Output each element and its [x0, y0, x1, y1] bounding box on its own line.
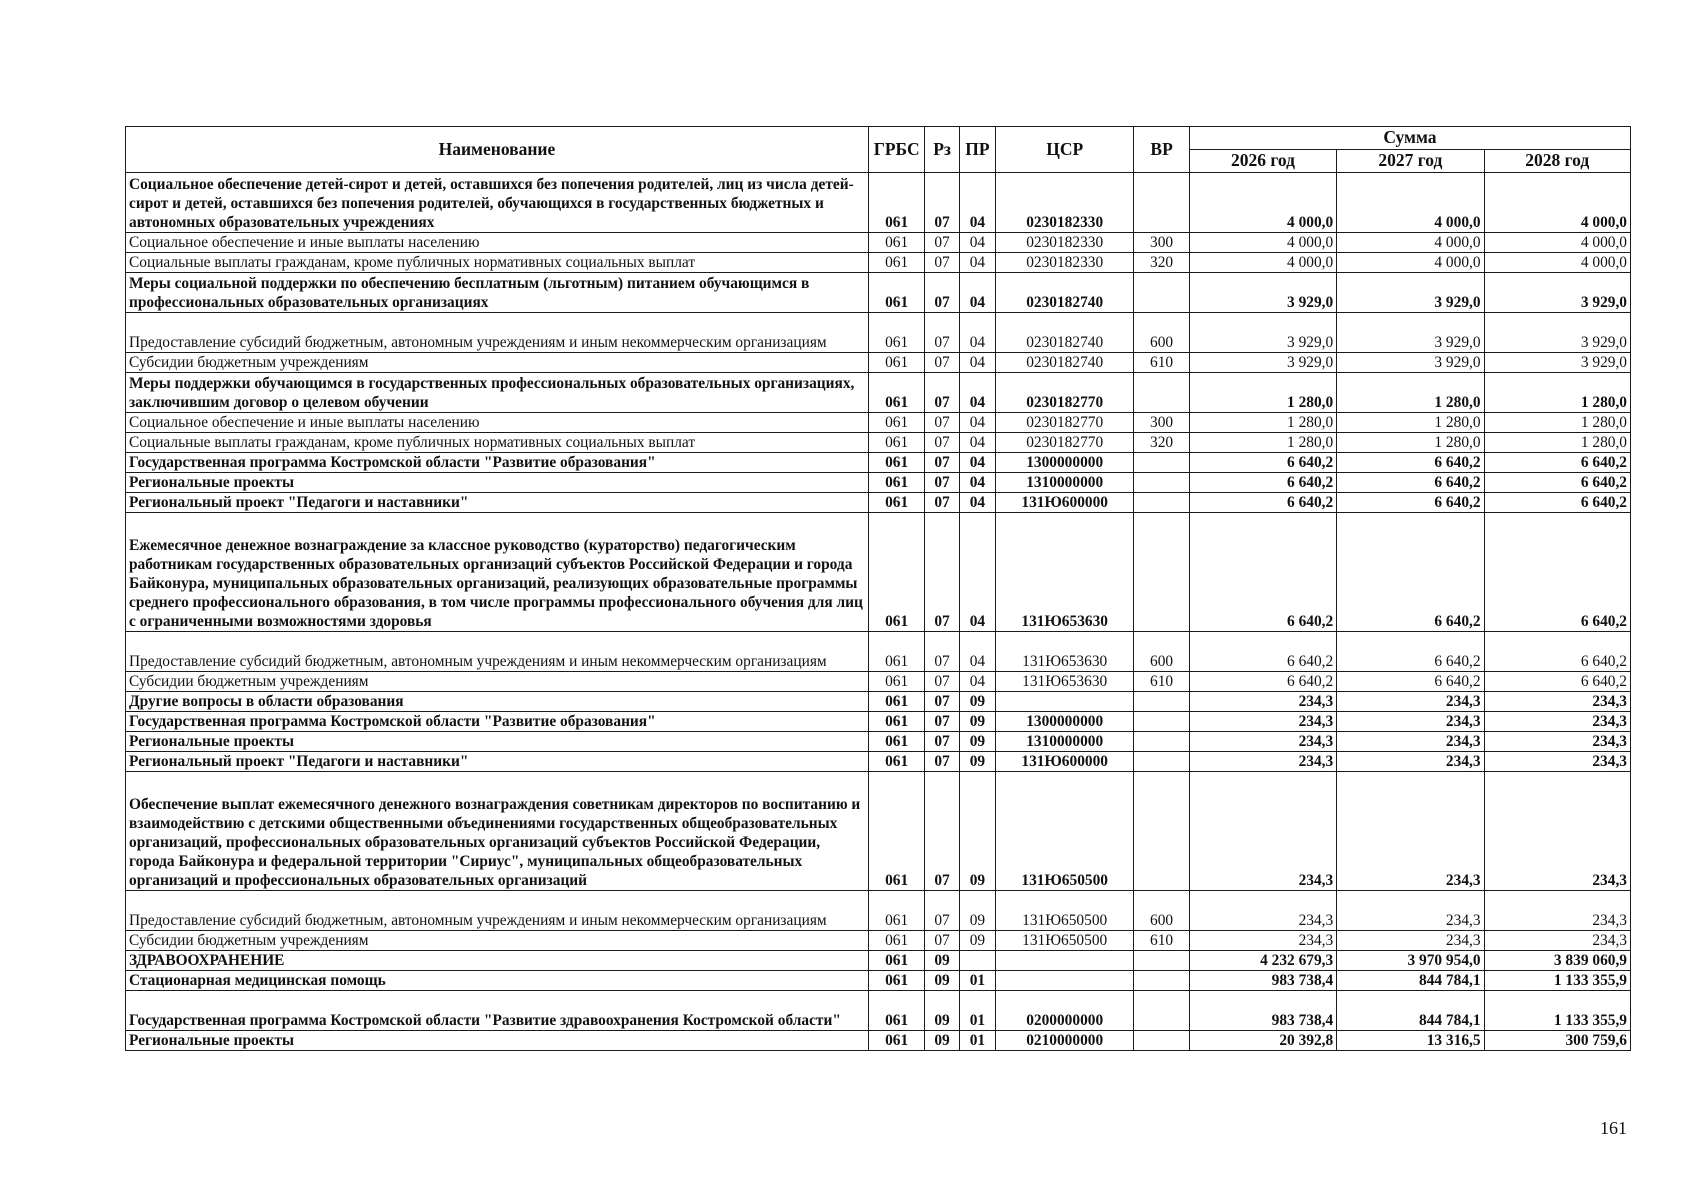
table-row: [126, 692, 1631, 712]
row-rz: 09: [925, 991, 959, 1031]
row-csr: 0230182770: [996, 413, 1134, 433]
table-row: [126, 732, 1631, 752]
row-pr: 09: [959, 712, 995, 732]
row-csr: 0230182740: [996, 273, 1134, 313]
row-csr: 0230182770: [996, 373, 1134, 413]
row-sum-2028: 234,3: [1484, 712, 1630, 732]
row-csr: 1300000000: [996, 453, 1134, 473]
row-name: Другие вопросы в области образования: [126, 692, 869, 712]
table-row: [126, 951, 1631, 971]
row-sum-2027: 3 970 954,0: [1337, 951, 1484, 971]
row-csr: 0230182770: [996, 433, 1134, 453]
row-pr: 01: [959, 1031, 995, 1051]
row-sum-2028: 4 000,0: [1484, 253, 1630, 273]
row-rz: 07: [925, 672, 959, 692]
table-row: [126, 453, 1631, 473]
header-vr: ВР: [1134, 127, 1190, 173]
table-row: [126, 513, 1631, 632]
row-name: Региональный проект "Педагоги и наставники": [126, 493, 869, 513]
row-sum-2028: 1 133 355,9: [1484, 971, 1630, 991]
row-sum-2027: 3 929,0: [1337, 353, 1484, 373]
row-sum-2028: 234,3: [1484, 732, 1630, 752]
row-vr: 300: [1134, 233, 1190, 253]
table-row: [126, 173, 1631, 233]
row-sum-2027: 4 000,0: [1337, 233, 1484, 253]
row-sum-2026: 4 000,0: [1189, 173, 1336, 233]
row-sum-2026: 234,3: [1189, 692, 1336, 712]
row-pr: 01: [959, 971, 995, 991]
table-row: [126, 1031, 1631, 1051]
row-pr: 04: [959, 493, 995, 513]
row-pr: 09: [959, 692, 995, 712]
row-rz: 07: [925, 273, 959, 313]
row-vr: [1134, 1031, 1190, 1051]
row-sum-2026: 234,3: [1189, 752, 1336, 772]
row-vr: 600: [1134, 632, 1190, 672]
row-grbs: 061: [868, 373, 925, 413]
row-pr: 04: [959, 473, 995, 493]
row-grbs: 061: [868, 413, 925, 433]
row-csr: [996, 692, 1134, 712]
row-name: Государственная программа Костромской области "Развитие здравоохранения Костромской области": [126, 991, 869, 1031]
row-sum-2027: 234,3: [1337, 752, 1484, 772]
header-sum: Сумма: [1189, 127, 1630, 150]
row-vr: 600: [1134, 891, 1190, 931]
row-sum-2028: 6 640,2: [1484, 453, 1630, 473]
row-csr: 0230182740: [996, 353, 1134, 373]
row-pr: 04: [959, 253, 995, 273]
row-sum-2027: 1 280,0: [1337, 413, 1484, 433]
row-grbs: 061: [868, 752, 925, 772]
row-vr: [1134, 373, 1190, 413]
row-rz: 07: [925, 413, 959, 433]
row-rz: 07: [925, 313, 959, 353]
row-rz: 09: [925, 951, 959, 971]
row-vr: [1134, 473, 1190, 493]
row-vr: 600: [1134, 313, 1190, 353]
row-sum-2027: 6 640,2: [1337, 453, 1484, 473]
row-grbs: 061: [868, 971, 925, 991]
row-vr: 610: [1134, 672, 1190, 692]
row-vr: [1134, 951, 1190, 971]
row-rz: 07: [925, 931, 959, 951]
table-row: [126, 313, 1631, 353]
table-row: [126, 632, 1631, 672]
row-csr: 0230182740: [996, 313, 1134, 353]
header-year-2026: 2026 год: [1189, 150, 1336, 173]
row-vr: [1134, 453, 1190, 473]
budget-table: [125, 126, 1631, 1051]
table-row: [126, 971, 1631, 991]
row-sum-2028: 6 640,2: [1484, 632, 1630, 672]
row-name: Региональные проекты: [126, 732, 869, 752]
row-grbs: 061: [868, 712, 925, 732]
table-row: [126, 991, 1631, 1031]
row-sum-2028: 234,3: [1484, 752, 1630, 772]
page-number: 161: [1600, 1118, 1627, 1138]
row-sum-2027: 1 280,0: [1337, 433, 1484, 453]
row-rz: 07: [925, 752, 959, 772]
row-vr: [1134, 752, 1190, 772]
row-vr: [1134, 273, 1190, 313]
row-grbs: 061: [868, 513, 925, 632]
row-rz: 07: [925, 353, 959, 373]
row-rz: 07: [925, 373, 959, 413]
row-grbs: 061: [868, 353, 925, 373]
table-row: [126, 772, 1631, 891]
row-grbs: 061: [868, 672, 925, 692]
row-pr: 01: [959, 991, 995, 1031]
row-name: Предоставление субсидий бюджетным, автономным учреждениям и иным некоммерческим организациям: [126, 632, 869, 672]
table-row: [126, 353, 1631, 373]
row-name: Социальные выплаты гражданам, кроме публичных нормативных социальных выплат: [126, 253, 869, 273]
row-pr: 09: [959, 891, 995, 931]
row-sum-2026: 1 280,0: [1189, 373, 1336, 413]
row-grbs: 061: [868, 233, 925, 253]
row-csr: 131Ю653630: [996, 672, 1134, 692]
row-grbs: 061: [868, 951, 925, 971]
row-sum-2028: 4 000,0: [1484, 173, 1630, 233]
row-pr: 04: [959, 413, 995, 433]
row-rz: 07: [925, 513, 959, 632]
row-rz: 07: [925, 253, 959, 273]
table-row: [126, 253, 1631, 273]
row-grbs: 061: [868, 772, 925, 891]
row-sum-2026: 6 640,2: [1189, 632, 1336, 672]
row-sum-2027: 844 784,1: [1337, 991, 1484, 1031]
row-name: Субсидии бюджетным учреждениям: [126, 931, 869, 951]
row-sum-2028: 6 640,2: [1484, 513, 1630, 632]
row-pr: 04: [959, 313, 995, 353]
row-pr: 04: [959, 672, 995, 692]
row-sum-2028: 3 839 060,9: [1484, 951, 1630, 971]
row-sum-2027: 234,3: [1337, 712, 1484, 732]
row-pr: 04: [959, 173, 995, 233]
row-sum-2028: 6 640,2: [1484, 493, 1630, 513]
row-grbs: 061: [868, 732, 925, 752]
row-rz: 07: [925, 233, 959, 253]
row-rz: 07: [925, 891, 959, 931]
row-sum-2026: 6 640,2: [1189, 672, 1336, 692]
row-rz: 07: [925, 632, 959, 672]
row-rz: 07: [925, 692, 959, 712]
row-sum-2027: 234,3: [1337, 692, 1484, 712]
row-sum-2026: 3 929,0: [1189, 353, 1336, 373]
row-csr: [996, 951, 1134, 971]
row-pr: 09: [959, 772, 995, 891]
row-sum-2026: 1 280,0: [1189, 433, 1336, 453]
row-name: Государственная программа Костромской области "Развитие образования": [126, 712, 869, 732]
row-rz: 07: [925, 173, 959, 233]
row-sum-2027: 4 000,0: [1337, 253, 1484, 273]
row-sum-2028: 3 929,0: [1484, 313, 1630, 353]
row-sum-2028: 1 280,0: [1484, 413, 1630, 433]
header-pr: ПР: [959, 127, 995, 173]
row-pr: 09: [959, 732, 995, 752]
table-row: [126, 473, 1631, 493]
row-sum-2028: 300 759,6: [1484, 1031, 1630, 1051]
row-name: Субсидии бюджетным учреждениям: [126, 672, 869, 692]
row-vr: [1134, 712, 1190, 732]
row-sum-2028: 4 000,0: [1484, 233, 1630, 253]
row-name: Субсидии бюджетным учреждениям: [126, 353, 869, 373]
row-csr: 0230182330: [996, 253, 1134, 273]
row-pr: 04: [959, 373, 995, 413]
table-row: [126, 712, 1631, 732]
row-csr: 0200000000: [996, 991, 1134, 1031]
row-sum-2028: 3 929,0: [1484, 353, 1630, 373]
row-sum-2028: 6 640,2: [1484, 672, 1630, 692]
header-year-2027: 2027 год: [1337, 150, 1484, 173]
row-vr: 300: [1134, 413, 1190, 433]
row-grbs: 061: [868, 891, 925, 931]
row-sum-2028: 234,3: [1484, 772, 1630, 891]
row-name: Социальное обеспечение детей-сирот и детей, оставшихся без попечения родителей, лиц из числа детей-сирот и детей, оставшихся без попечения родителей, обучающихся в государственных бюджетных и автономных образовательных учреждениях: [126, 173, 869, 233]
row-sum-2026: 6 640,2: [1189, 493, 1336, 513]
row-rz: 07: [925, 732, 959, 752]
row-vr: [1134, 692, 1190, 712]
header-grbs: ГРБС: [868, 127, 925, 173]
row-name: Региональные проекты: [126, 1031, 869, 1051]
row-sum-2027: 4 000,0: [1337, 173, 1484, 233]
row-vr: [1134, 732, 1190, 752]
row-vr: [1134, 173, 1190, 233]
row-name: Социальное обеспечение и иные выплаты населению: [126, 413, 869, 433]
row-pr: [959, 951, 995, 971]
table-row: [126, 891, 1631, 931]
row-name: Предоставление субсидий бюджетным, автономным учреждениям и иным некоммерческим организациям: [126, 313, 869, 353]
row-grbs: 061: [868, 173, 925, 233]
row-grbs: 061: [868, 931, 925, 951]
row-rz: 07: [925, 433, 959, 453]
table-row: [126, 752, 1631, 772]
row-sum-2026: 1 280,0: [1189, 413, 1336, 433]
row-grbs: 061: [868, 453, 925, 473]
row-sum-2026: 234,3: [1189, 931, 1336, 951]
row-sum-2026: 4 000,0: [1189, 233, 1336, 253]
table-row: [126, 433, 1631, 453]
row-sum-2027: 6 640,2: [1337, 513, 1484, 632]
row-rz: 07: [925, 712, 959, 732]
header-rz: Рз: [925, 127, 959, 173]
row-sum-2028: 234,3: [1484, 931, 1630, 951]
row-csr: 0230182330: [996, 173, 1134, 233]
row-csr: 131Ю653630: [996, 632, 1134, 672]
header-name: Наименование: [126, 127, 869, 173]
row-vr: [1134, 991, 1190, 1031]
row-sum-2028: 3 929,0: [1484, 273, 1630, 313]
row-pr: 04: [959, 353, 995, 373]
row-sum-2028: 234,3: [1484, 891, 1630, 931]
row-grbs: 061: [868, 991, 925, 1031]
row-sum-2026: 234,3: [1189, 712, 1336, 732]
row-vr: 320: [1134, 253, 1190, 273]
row-grbs: 061: [868, 692, 925, 712]
row-csr: 0230182330: [996, 233, 1134, 253]
row-sum-2027: 6 640,2: [1337, 672, 1484, 692]
row-sum-2027: 234,3: [1337, 891, 1484, 931]
row-csr: 131Ю600000: [996, 493, 1134, 513]
row-sum-2026: 983 738,4: [1189, 991, 1336, 1031]
row-vr: [1134, 772, 1190, 891]
row-name: Региональные проекты: [126, 473, 869, 493]
row-sum-2028: 234,3: [1484, 692, 1630, 712]
row-vr: [1134, 513, 1190, 632]
table-row: [126, 273, 1631, 313]
row-name: Меры социальной поддержки по обеспечению бесплатным (льготным) питанием обучающимся в профессиональных образовательных организациях: [126, 273, 869, 313]
row-vr: 610: [1134, 353, 1190, 373]
row-sum-2026: 983 738,4: [1189, 971, 1336, 991]
row-csr: 1310000000: [996, 732, 1134, 752]
row-sum-2027: 234,3: [1337, 732, 1484, 752]
row-sum-2027: 234,3: [1337, 931, 1484, 951]
row-grbs: 061: [868, 433, 925, 453]
row-sum-2026: 3 929,0: [1189, 273, 1336, 313]
row-pr: 04: [959, 433, 995, 453]
row-vr: 610: [1134, 931, 1190, 951]
row-name: Государственная программа Костромской области "Развитие образования": [126, 453, 869, 473]
row-pr: 04: [959, 632, 995, 672]
header-csr: ЦСР: [996, 127, 1134, 173]
row-csr: [996, 971, 1134, 991]
row-sum-2027: 6 640,2: [1337, 632, 1484, 672]
row-pr: 09: [959, 931, 995, 951]
row-name: Стационарная медицинская помощь: [126, 971, 869, 991]
row-rz: 09: [925, 1031, 959, 1051]
row-sum-2026: 234,3: [1189, 732, 1336, 752]
row-csr: 0210000000: [996, 1031, 1134, 1051]
row-sum-2026: 6 640,2: [1189, 473, 1336, 493]
row-name: Региональный проект "Педагоги и наставники": [126, 752, 869, 772]
row-name: Социальные выплаты гражданам, кроме публичных нормативных социальных выплат: [126, 433, 869, 453]
row-sum-2027: 3 929,0: [1337, 313, 1484, 353]
row-rz: 07: [925, 493, 959, 513]
row-sum-2028: 1 133 355,9: [1484, 991, 1630, 1031]
table-row: [126, 233, 1631, 253]
row-name: Ежемесячное денежное вознаграждение за классное руководство (кураторство) педагогическим работникам государственных образовательных организаций субъектов Российской Федерации и города Байконура, муниципальных образовательных организаций, реализующих образовательные программы среднего профессионального образования, в том числе программы профессионального обучения для лиц с ограниченными возможностями здоровья: [126, 513, 869, 632]
row-sum-2026: 3 929,0: [1189, 313, 1336, 353]
row-sum-2027: 1 280,0: [1337, 373, 1484, 413]
row-rz: 07: [925, 772, 959, 891]
table-row: [126, 672, 1631, 692]
row-name: Меры поддержки обучающимся в государственных профессиональных образовательных организациях, заключившим договор о целевом обучении: [126, 373, 869, 413]
table-row: [126, 373, 1631, 413]
row-sum-2028: 1 280,0: [1484, 433, 1630, 453]
header-year-2028: 2028 год: [1484, 150, 1630, 173]
row-sum-2026: 234,3: [1189, 891, 1336, 931]
row-sum-2026: 6 640,2: [1189, 453, 1336, 473]
row-pr: 04: [959, 513, 995, 632]
row-csr: 131Ю653630: [996, 513, 1134, 632]
table-row: [126, 493, 1631, 513]
row-sum-2026: 6 640,2: [1189, 513, 1336, 632]
table-row: [126, 413, 1631, 433]
row-rz: 07: [925, 453, 959, 473]
row-sum-2027: 3 929,0: [1337, 273, 1484, 313]
row-sum-2027: 234,3: [1337, 772, 1484, 891]
row-pr: 04: [959, 273, 995, 313]
row-grbs: 061: [868, 473, 925, 493]
row-csr: 131Ю650500: [996, 891, 1134, 931]
row-csr: 131Ю600000: [996, 752, 1134, 772]
row-grbs: 061: [868, 493, 925, 513]
row-grbs: 061: [868, 273, 925, 313]
row-pr: 04: [959, 233, 995, 253]
row-sum-2027: 6 640,2: [1337, 473, 1484, 493]
row-rz: 09: [925, 971, 959, 991]
table-row: [126, 931, 1631, 951]
row-sum-2026: 4 000,0: [1189, 253, 1336, 273]
row-grbs: 061: [868, 253, 925, 273]
row-csr: 131Ю650500: [996, 772, 1134, 891]
row-sum-2027: 844 784,1: [1337, 971, 1484, 991]
row-grbs: 061: [868, 1031, 925, 1051]
table-body: [126, 173, 1631, 1051]
row-vr: [1134, 971, 1190, 991]
row-sum-2026: 20 392,8: [1189, 1031, 1336, 1051]
row-name: Социальное обеспечение и иные выплаты населению: [126, 233, 869, 253]
row-rz: 07: [925, 473, 959, 493]
row-sum-2028: 1 280,0: [1484, 373, 1630, 413]
row-sum-2027: 6 640,2: [1337, 493, 1484, 513]
row-grbs: 061: [868, 632, 925, 672]
row-vr: [1134, 493, 1190, 513]
row-name: Предоставление субсидий бюджетным, автономным учреждениям и иным некоммерческим организациям: [126, 891, 869, 931]
row-pr: 09: [959, 752, 995, 772]
row-sum-2028: 6 640,2: [1484, 473, 1630, 493]
row-sum-2026: 234,3: [1189, 772, 1336, 891]
row-vr: 320: [1134, 433, 1190, 453]
row-pr: 04: [959, 453, 995, 473]
row-csr: 1310000000: [996, 473, 1134, 493]
table-header: [126, 127, 1631, 173]
row-sum-2027: 13 316,5: [1337, 1031, 1484, 1051]
row-grbs: 061: [868, 313, 925, 353]
row-name: Обеспечение выплат ежемесячного денежного вознаграждения советникам директоров по воспитанию и взаимодействию с детскими общественными объединениями государственных общеобразовательных организаций, профессиональных образовательных организаций субъектов Российской Федерации, города Байконура и федеральной территории "Сириус", муниципальных общеобразовательных организаций и профессиональных образовательных организаций: [126, 772, 869, 891]
row-csr: 131Ю650500: [996, 931, 1134, 951]
row-csr: 1300000000: [996, 712, 1134, 732]
row-name: ЗДРАВООХРАНЕНИЕ: [126, 951, 869, 971]
row-sum-2026: 4 232 679,3: [1189, 951, 1336, 971]
